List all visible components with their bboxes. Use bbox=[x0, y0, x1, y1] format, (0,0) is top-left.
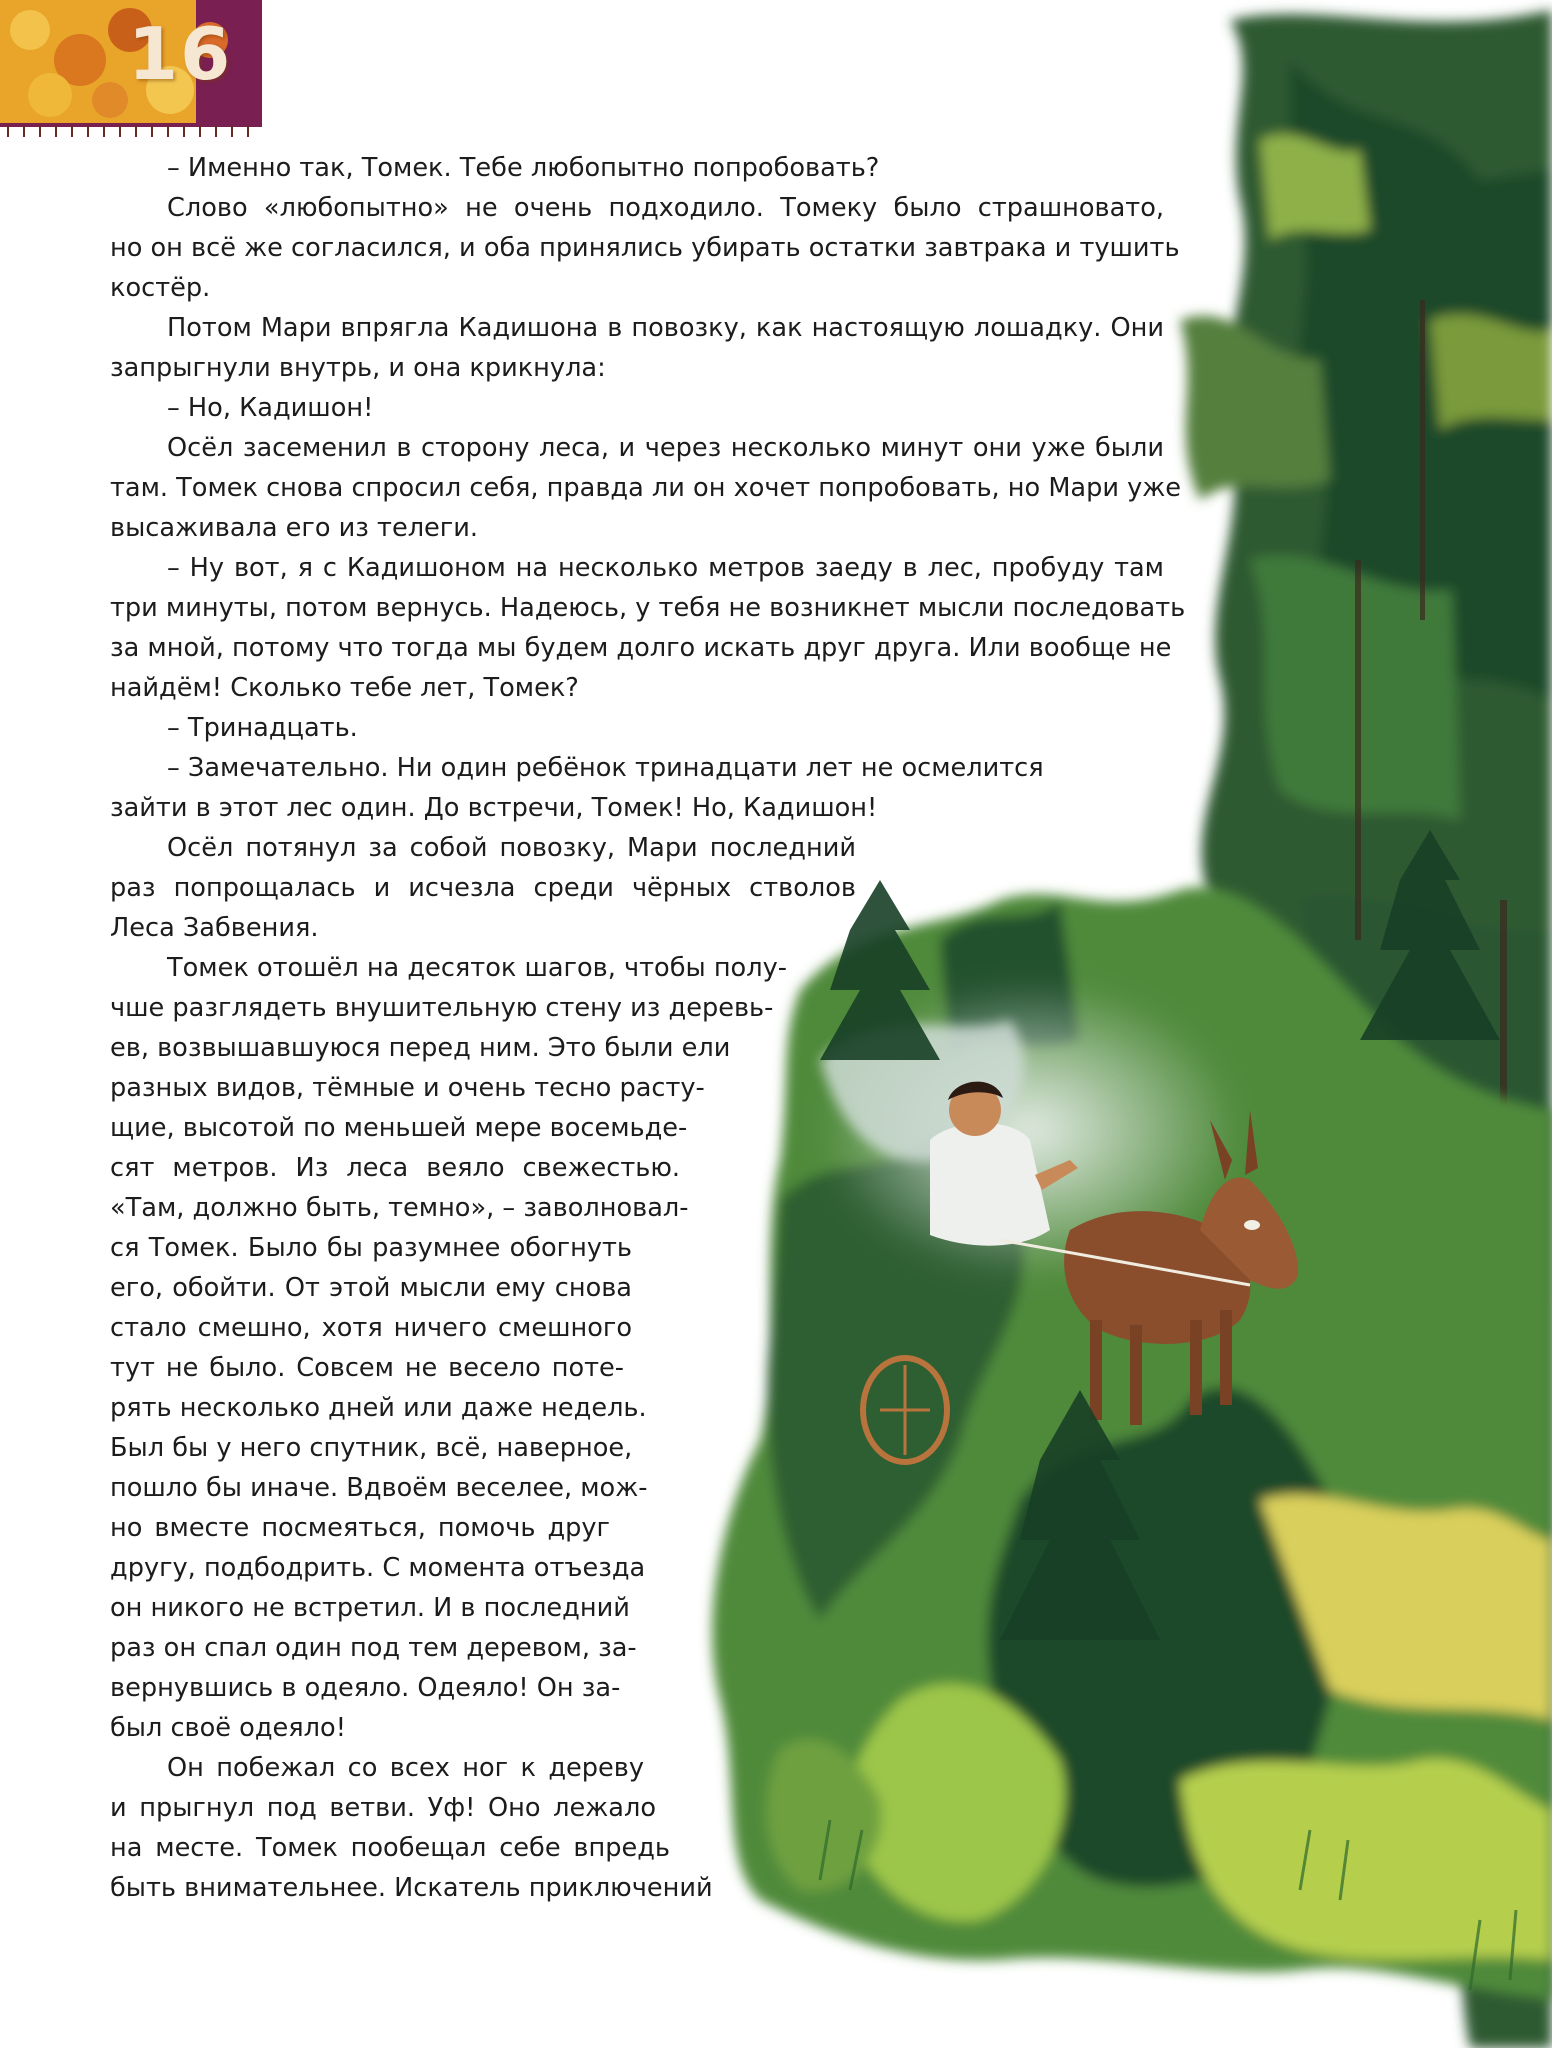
text-line: был своё одеяло! bbox=[110, 1713, 346, 1743]
text-line: тут не было. Совсем не весело поте- bbox=[110, 1353, 624, 1383]
text-line: Он побежал со всех ног к дереву bbox=[167, 1753, 644, 1783]
text-line: запрыгнули внутрь, и она крикнула: bbox=[110, 353, 606, 383]
text-line: и прыгнул под ветви. Уф! Оно лежало bbox=[110, 1793, 656, 1823]
text-line: Леса Забвения. bbox=[110, 913, 319, 943]
text-line: Потом Мари впрягла Кадишона в повозку, как настоящую лошадку. Они bbox=[167, 313, 1164, 343]
text-line: – Но, Кадишон! bbox=[167, 393, 374, 423]
text-line: – Тринадцать. bbox=[167, 713, 358, 743]
text-line: другу, подбодрить. С момента отъезда bbox=[110, 1553, 646, 1583]
text-line: там. Томек снова спросил себя, правда ли он хочет попробовать, но Мари уже bbox=[110, 473, 1182, 503]
text-line: быть внимательнее. Искатель приключений bbox=[110, 1873, 713, 1903]
text-line: щие, высотой по меньшей мере восемьде- bbox=[110, 1113, 688, 1143]
text-line: сят метров. Из леса веяло свежестью. bbox=[110, 1153, 680, 1183]
text-line: высаживала его из телеги. bbox=[110, 513, 479, 543]
text-line: на месте. Томек пообещал себе впредь bbox=[110, 1833, 670, 1863]
page-number: 16 bbox=[128, 12, 233, 96]
text-line: пошло бы иначе. Вдвоём веселее, мож- bbox=[110, 1473, 648, 1503]
text-line: три минуты, потом вернусь. Надеюсь, у тебя не возникнет мысли последовать bbox=[110, 593, 1186, 623]
text-line: рять несколько дней или даже недель. bbox=[110, 1393, 647, 1423]
text-line: костёр. bbox=[110, 273, 211, 303]
page-number-corner bbox=[0, 0, 262, 140]
text-line: – Ну вот, я с Кадишоном на несколько метров заеду в лес, пробуду там bbox=[167, 553, 1164, 583]
text-line: ев, возвышавшуюся перед ним. Это были ели bbox=[110, 1033, 731, 1063]
text-line: Томек отошёл на десяток шагов, чтобы полу- bbox=[167, 953, 787, 983]
text-line: – Замечательно. Ни один ребёнок тринадцати лет не осмелится bbox=[167, 753, 1044, 783]
text-line: раз он спал один под тем деревом, за- bbox=[110, 1633, 637, 1663]
text-line: чше разглядеть внушительную стену из деревь- bbox=[110, 993, 774, 1023]
text-line: но он всё же согласился, и оба принялись убирать остатки завтрака и тушить bbox=[110, 233, 1180, 263]
text-line: Осёл потянул за собой повозку, Мари последний bbox=[167, 833, 856, 863]
text-line: раз попрощалась и исчезла среди чёрных стволов bbox=[110, 873, 856, 903]
text-line: он никого не встретил. И в последний bbox=[110, 1593, 630, 1623]
text-line: Осёл засеменил в сторону леса, и через несколько минут они уже были bbox=[167, 433, 1164, 463]
text-line: но вместе посмеяться, помочь друг bbox=[110, 1513, 610, 1543]
text-line: его, обойти. От этой мысли ему снова bbox=[110, 1273, 632, 1303]
text-line: вернувшись в одеяло. Одеяло! Он за- bbox=[110, 1673, 621, 1703]
text-line: зайти в этот лес один. До встречи, Томек! Но, Кадишон! bbox=[110, 793, 878, 823]
text-line: Был бы у него спутник, всё, наверное, bbox=[110, 1433, 633, 1463]
text-line: найдём! Сколько тебе лет, Томек? bbox=[110, 673, 579, 703]
text-line: за мной, потому что тогда мы будем долго искать друг друга. Или вообще не bbox=[110, 633, 1172, 663]
text-line: стало смешно, хотя ничего смешного bbox=[110, 1313, 632, 1343]
text-line: ся Томек. Было бы разумнее обогнуть bbox=[110, 1233, 632, 1263]
text-line: «Там, должно быть, темно», – заволновал- bbox=[110, 1193, 689, 1223]
text-line: разных видов, тёмные и очень тесно расту- bbox=[110, 1073, 705, 1103]
text-line: Слово «любопытно» не очень подходило. Томеку было страшновато, bbox=[167, 193, 1164, 223]
text-line: – Именно так, Томек. Тебе любопытно попробовать? bbox=[167, 153, 880, 183]
